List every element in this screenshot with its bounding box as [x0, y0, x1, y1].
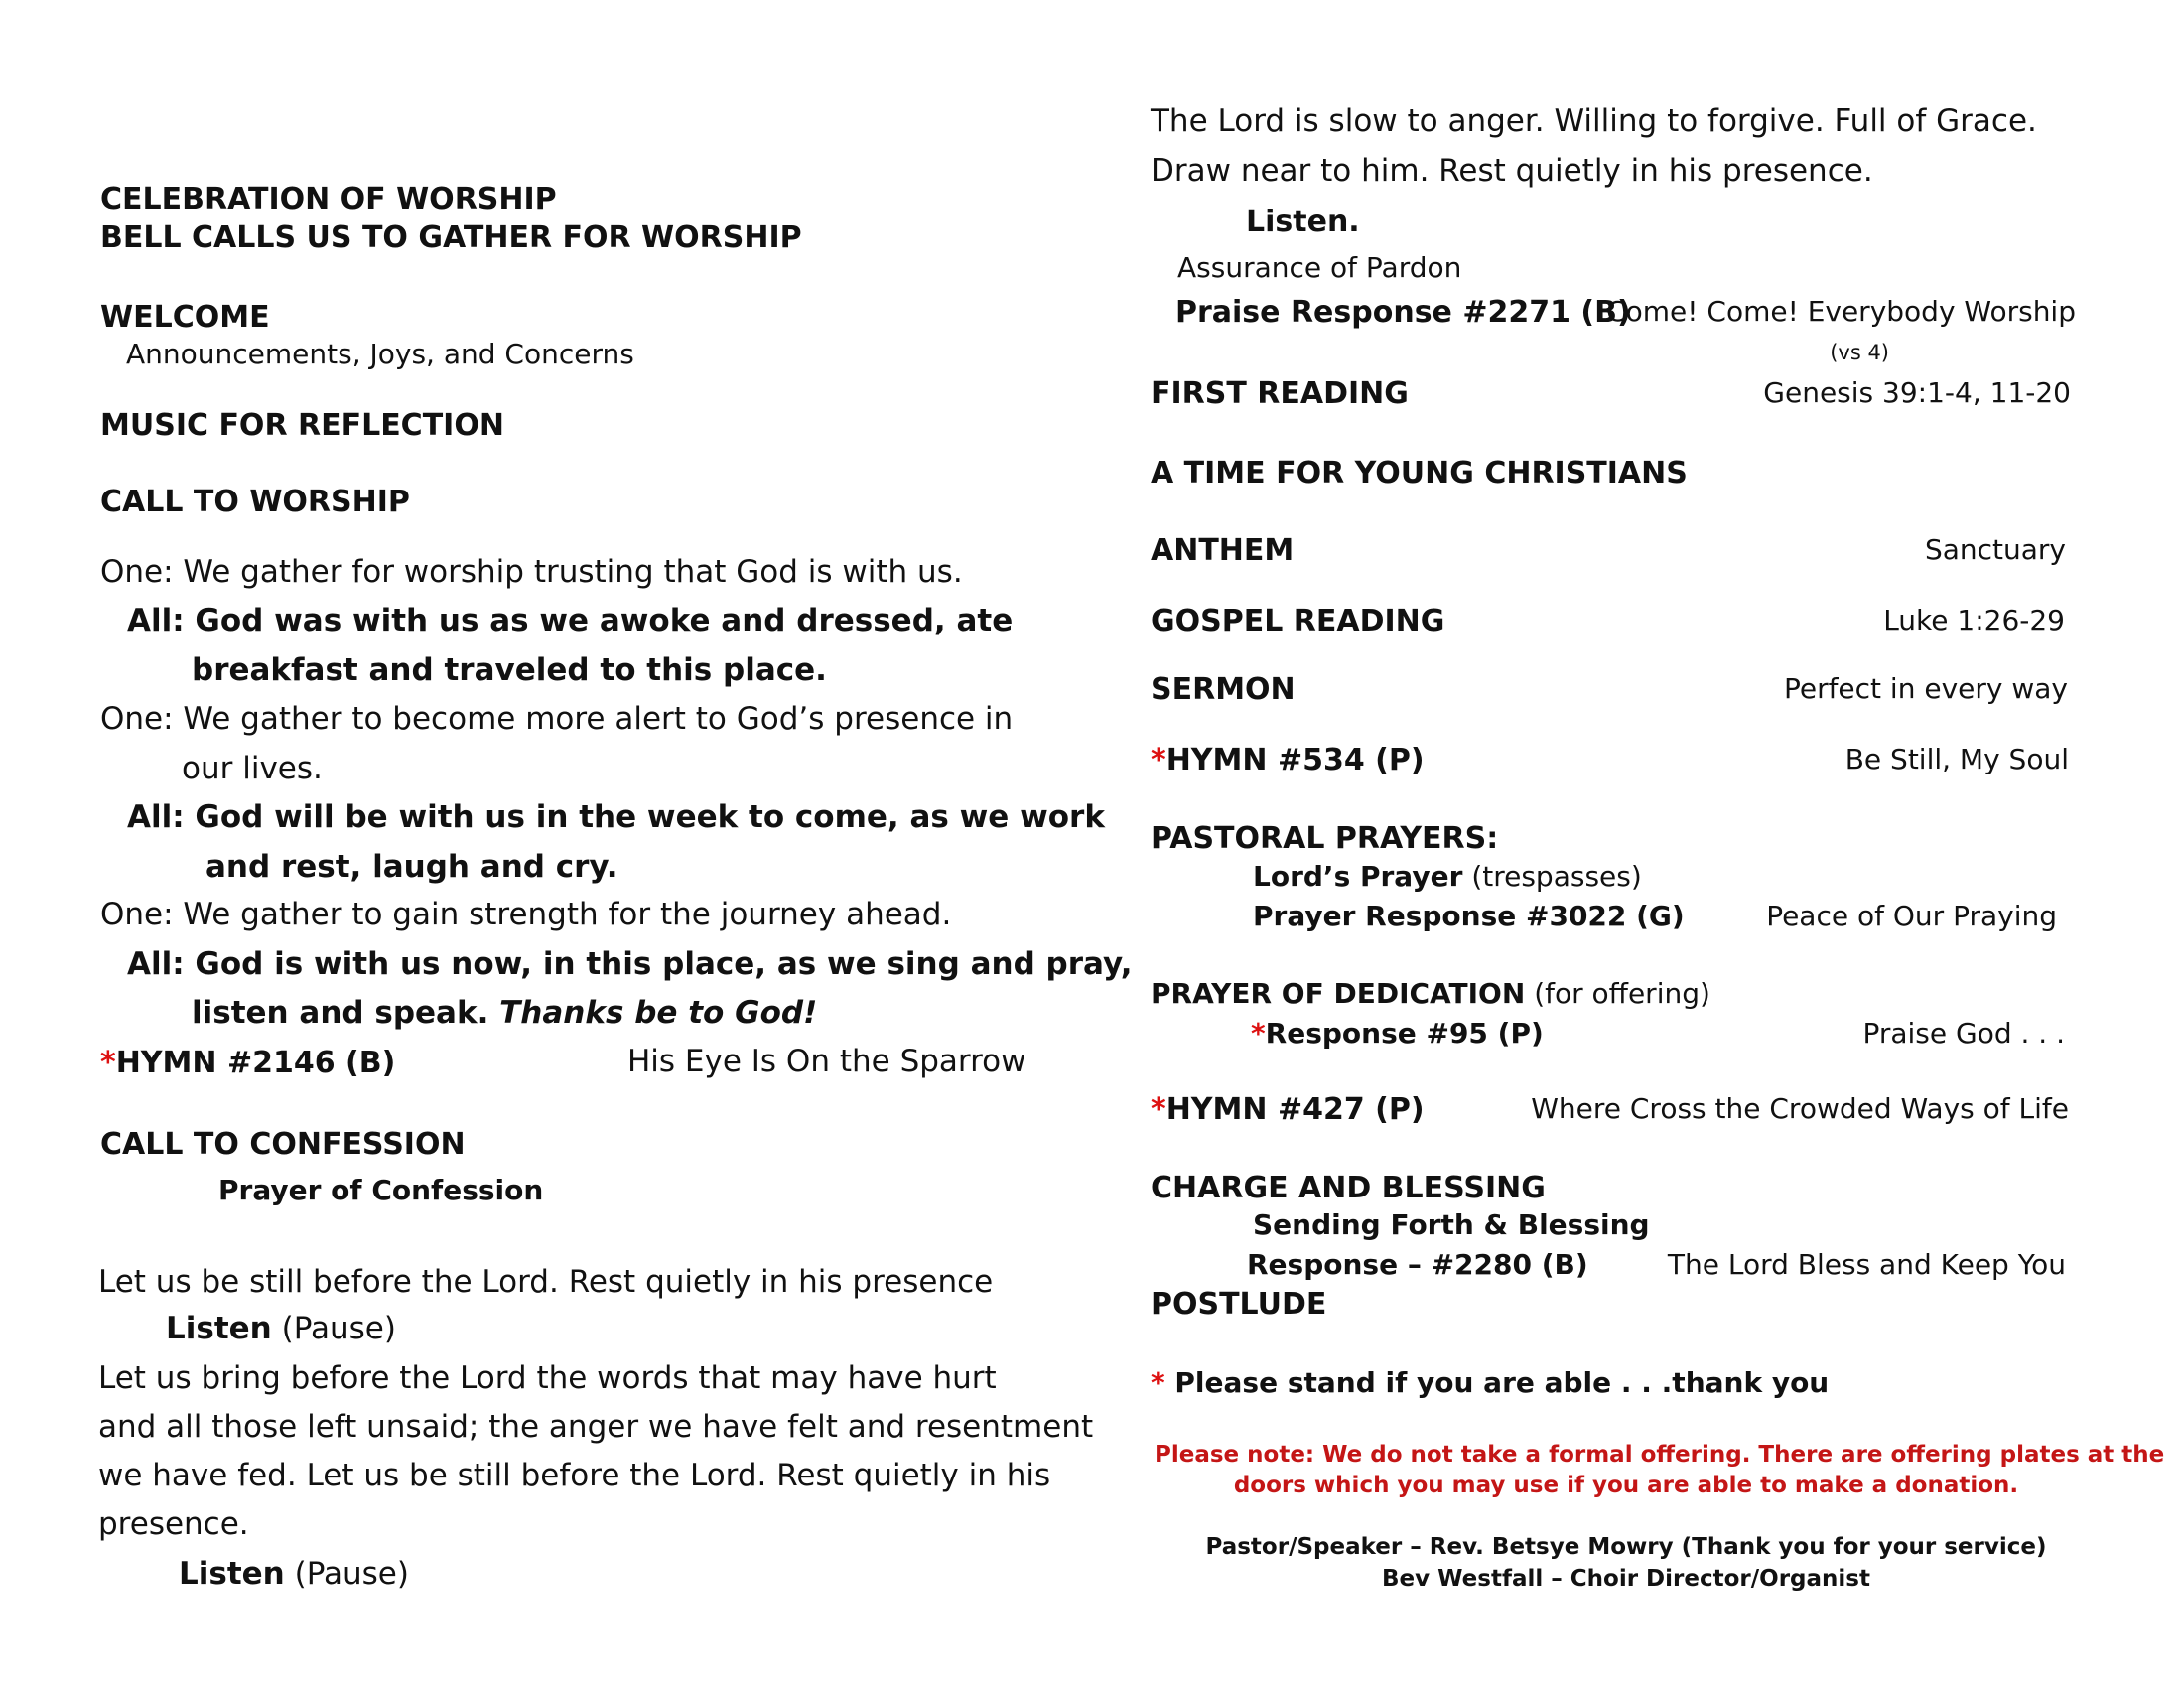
call-to-worship-heading: CALL TO WORSHIP — [100, 485, 410, 519]
listen-label: Listen — [166, 1311, 272, 1346]
praise-response: Praise Response #2271 (B) — [1175, 295, 1631, 330]
prayer-line: we have fed. Let us be still before the Lord. Rest quietly in his — [98, 1458, 1051, 1493]
charge-heading: CHARGE AND BLESSING — [1151, 1171, 1546, 1205]
gospel-ref: Luke 1:26-29 — [1883, 604, 2065, 636]
response-95-title: Praise God . . . — [1862, 1017, 2065, 1050]
first-reading-heading: FIRST READING — [1151, 376, 1409, 411]
stand-marker: * — [100, 1046, 116, 1080]
prayer-line: and all those left unsaid; the anger we have felt and resentment — [98, 1409, 1094, 1445]
hymn-number: HYMN #427 (P) — [1165, 1092, 1425, 1127]
hymn-title: Be Still, My Soul — [1844, 743, 2069, 775]
welcome-subtitle: Announcements, Joys, and Concerns — [126, 338, 634, 370]
hymn-number: HYMN #2146 (B) — [115, 1046, 396, 1080]
lords-prayer — [1253, 860, 1642, 893]
litany-line: All: God is with us now, in this place, as we sing and pray, — [127, 946, 1133, 982]
litany-line: All: God was with us as we awoke and dressed, ate — [127, 603, 1014, 638]
stand-text: Please stand if you are able . . .thank you — [1174, 1366, 1830, 1399]
thanks-be-to-god: Thanks be to God! — [499, 995, 818, 1031]
listen-label: Listen. — [1246, 205, 1360, 239]
prayer-line: Let us bring before the Lord the words that may have hurt — [98, 1360, 997, 1396]
hymn-534 — [1151, 743, 1425, 777]
stand-marker: * — [1151, 1366, 1165, 1399]
listen-pause — [179, 1556, 409, 1592]
listen-pause — [166, 1311, 396, 1346]
litany-line: breakfast and traveled to this place. — [192, 652, 827, 688]
praise-title: Come! Come! Everybody Worship — [1606, 295, 2076, 328]
pause-label: (Pause) — [294, 1556, 409, 1592]
lord-line: Draw near to him. Rest quietly in his presence. — [1151, 153, 1873, 189]
credit-pastor: Pastor/Speaker – Rev. Betsye Mowry (Thank you for your service) — [1205, 1534, 2047, 1560]
response-2280: Response – #2280 (B) — [1247, 1248, 1588, 1281]
litany-line — [192, 995, 817, 1031]
assurance-of-pardon: Assurance of Pardon — [1177, 251, 1462, 284]
dedication-heading: PRAYER OF DEDICATION — [1151, 977, 1526, 1010]
call-to-confession-heading: CALL TO CONFESSION — [100, 1127, 466, 1162]
hymn-2146 — [100, 1046, 395, 1080]
hymn-title: His Eye Is On the Sparrow — [627, 1044, 1026, 1079]
litany-line: One: We gather to gain strength for the journey ahead. — [100, 897, 952, 932]
litany-line: and rest, laugh and cry. — [205, 849, 618, 885]
stand-marker: * — [1151, 1092, 1166, 1127]
litany-line: One: We gather to become more alert to God’s presence in — [100, 701, 1014, 737]
lords-prayer-note: (trespasses) — [1471, 860, 1642, 893]
credit-organist: Bev Westfall – Choir Director/Organist — [1382, 1566, 1870, 1592]
offering-note: doors which you may use if you are able to make a donation. — [1233, 1473, 2019, 1498]
dedication-note: (for offering) — [1534, 977, 1710, 1010]
hymn-427 — [1151, 1092, 1425, 1127]
lord-line: The Lord is slow to anger. Willing to forgive. Full of Grace. — [1151, 103, 2037, 139]
lords-prayer-label: Lord’s Prayer — [1253, 860, 1463, 893]
listen-label: Listen — [179, 1556, 285, 1592]
prayer-response-title: Peace of Our Praying — [1766, 900, 2057, 932]
response-95 — [1251, 1017, 1544, 1050]
hymn-title: Where Cross the Crowded Ways of Life — [1531, 1092, 2069, 1125]
dedication — [1151, 977, 1710, 1010]
litany-line: All: God will be with us in the week to come, as we work — [127, 799, 1105, 835]
pause-label: (Pause) — [281, 1311, 396, 1346]
litany-text: listen and speak. — [192, 995, 489, 1031]
anthem-title: Sanctuary — [1924, 533, 2066, 566]
young-christians-heading: A TIME FOR YOUNG CHRISTIANS — [1151, 456, 1688, 491]
prayer-line: presence. — [98, 1506, 249, 1542]
hymn-number: HYMN #534 (P) — [1165, 743, 1425, 777]
sermon-heading: SERMON — [1151, 672, 1296, 707]
stand-note — [1151, 1366, 1829, 1399]
first-reading-ref: Genesis 39:1-4, 11-20 — [1763, 376, 2071, 409]
sermon-title: Perfect in every way — [1783, 672, 2068, 705]
praise-verse: (vs 4) — [1830, 341, 1889, 364]
prayer-response: Prayer Response #3022 (G) — [1253, 900, 1685, 932]
bell-heading: BELL CALLS US TO GATHER FOR WORSHIP — [100, 220, 802, 255]
litany-line: One: We gather for worship trusting that God is with us. — [100, 554, 963, 590]
prayer-line: Let us be still before the Lord. Rest quietly in his presence — [98, 1264, 994, 1300]
litany-line: our lives. — [182, 751, 323, 786]
music-heading: MUSIC FOR REFLECTION — [100, 408, 504, 443]
sending-forth: Sending Forth & Blessing — [1253, 1208, 1650, 1241]
response-number: Response #95 (P) — [1265, 1017, 1544, 1050]
stand-marker: * — [1151, 743, 1166, 777]
gospel-heading: GOSPEL READING — [1151, 604, 1445, 638]
response-2280-title: The Lord Bless and Keep You — [1667, 1248, 2066, 1281]
anthem-heading: ANTHEM — [1151, 533, 1295, 568]
stand-marker: * — [1251, 1017, 1266, 1050]
prayer-of-confession: Prayer of Confession — [218, 1174, 544, 1206]
pastoral-prayers-heading: PASTORAL PRAYERS: — [1151, 821, 1499, 856]
postlude-heading: POSTLUDE — [1151, 1287, 1327, 1322]
welcome-heading: WELCOME — [100, 300, 270, 335]
service-title: CELEBRATION OF WORSHIP — [100, 182, 557, 216]
offering-note: Please note: We do not take a formal offering. There are offering plates at the — [1155, 1442, 2165, 1468]
